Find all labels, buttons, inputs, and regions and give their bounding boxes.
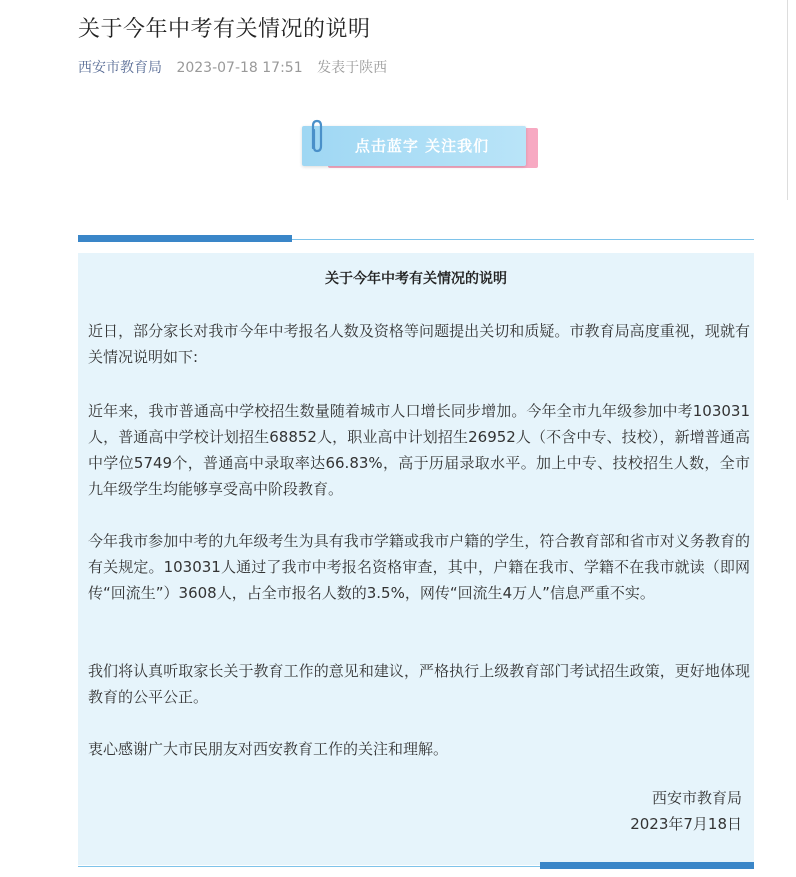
- notice-paragraph: 近日，部分家长对我市今年中考报名人数及资格等问题提出关切和质疑。市教育局高度重视，现就有关情况说明如下:: [88, 322, 750, 366]
- notice-paragraph: 今年我市参加中考的九年级考生为具有我市学籍或我市户籍的学生，符合教育部和省市对义务教育的有关规定。103031人通过了我市中考报名资格审查，其中，户籍在我市、学籍不在我市就读（即网传“回流生”）3608人，占全市报名人数的3.5%，网传“回流生4万人”信息严重不实。: [88, 532, 750, 602]
- notice-signature: [630, 785, 742, 837]
- publish-datetime: 2023-07-18 17:51: [176, 60, 303, 76]
- page-edge-line: [787, 0, 788, 200]
- paperclip-icon: [306, 118, 328, 158]
- article-title: 关于今年中考有关情况的说明: [78, 17, 371, 42]
- bottom-divider-accent: [540, 862, 754, 869]
- notice-paragraph: 我们将认真听取家长关于教育工作的意见和建议，严格执行上级教育部门考试招生政策，更好地体现教育的公平公正。: [88, 662, 750, 706]
- notice-title: 关于今年中考有关情况的说明: [325, 271, 507, 287]
- signature-org: 西安市教育局: [651, 789, 742, 807]
- author-link[interactable]: 西安市教育局: [78, 60, 162, 76]
- follow-banner-text: 点击蓝字 关注我们: [354, 137, 490, 155]
- article-meta: [78, 57, 387, 77]
- notice-paragraph: 近年来，我市普通高中学校招生数量随着城市人口增长同步增加。今年全市九年级参加中考103031人，普通高中学校计划招生68852人，职业高中计划招生26952人（不含中专、技校），新增普通高中学位5749个，普通高中录取率达66.83%，高于历届录取水平。加上中专、技校招生人数，全市九年级学生均能够享受高中阶段教育。: [88, 402, 750, 498]
- top-divider-accent: [78, 235, 292, 242]
- banner-box: [302, 126, 526, 166]
- notice-paragraph: 衷心感谢广大市民朋友对西安教育工作的关注和理解。: [88, 740, 449, 758]
- follow-banner[interactable]: [300, 122, 540, 170]
- publish-location: 发表于陕西: [317, 60, 388, 76]
- signature-date: 2023年7月18日: [630, 815, 742, 833]
